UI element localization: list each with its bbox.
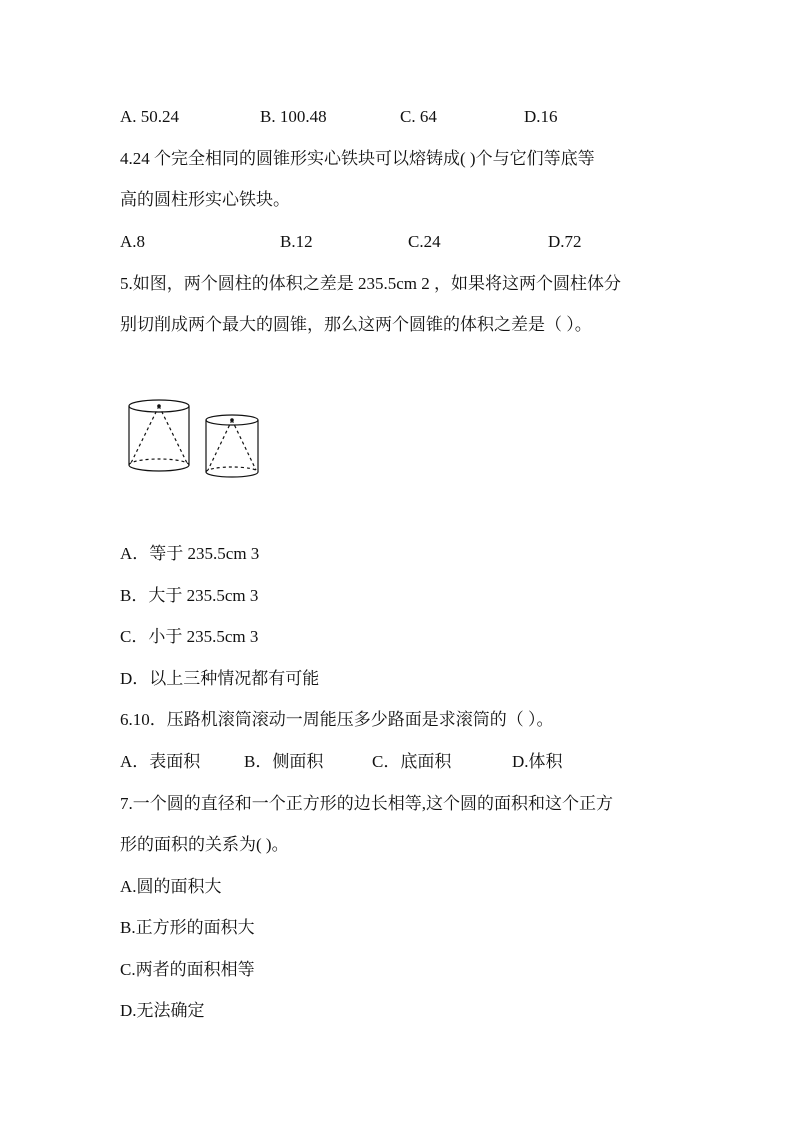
q7-option-c: C.两者的面积相等	[120, 960, 255, 979]
q7-option-a: A.圆的面积大	[120, 877, 222, 896]
q4-stem-line1: 4.24 个完全相同的圆锥形实心铁块可以熔铸成( )个与它们等底等	[120, 149, 595, 168]
q4-option-b: B.12	[280, 232, 313, 251]
q6-option-c: C．底面积	[372, 752, 452, 771]
q6-stem-line1: 6.10．压路机滚筒滚动一周能压多少路面是求滚筒的（ ）。	[120, 710, 554, 729]
q3-option-d: D.16	[524, 107, 558, 126]
q7-option-d: D.无法确定	[120, 1001, 205, 1020]
cylinders-figure	[120, 390, 270, 485]
q4-option-c: C.24	[408, 232, 441, 251]
q7-stem-line1: 7.一个圆的直径和一个正方形的边长相等,这个圆的面积和这个正方	[120, 794, 613, 813]
q5-stem-line2: 别切削成两个最大的圆锥，那么这两个圆锥的体积之差是（ ）。	[120, 315, 592, 334]
q7-stem-line2: 形的面积的关系为( )。	[120, 835, 289, 854]
q5-stem-line1: 5.如图，两个圆柱的体积之差是 235.5cm 2 ，如果将这两个圆柱体分	[120, 274, 622, 293]
large-cylinder	[129, 400, 189, 471]
q6-option-a: A．表面积	[120, 752, 201, 771]
q4-option-d: D.72	[548, 232, 582, 251]
q5-option-a: A．等于 235.5cm 3	[120, 544, 260, 563]
q3-option-b: B. 100.48	[260, 107, 327, 126]
q4-option-a: A.8	[120, 232, 146, 251]
q4-stem-line2: 高的圆柱形实心铁块。	[120, 190, 290, 209]
q5-option-d: D．以上三种情况都有可能	[120, 669, 320, 688]
q3-option-a: A. 50.24	[120, 107, 180, 126]
q6-option-b: B．侧面积	[244, 752, 324, 771]
q3-option-c: C. 64	[400, 107, 437, 126]
q5-option-b: B．大于 235.5cm 3	[120, 586, 259, 605]
q6-option-d: D.体积	[512, 752, 563, 771]
q5-option-c: C．小于 235.5cm 3	[120, 627, 259, 646]
small-cylinder	[206, 415, 258, 477]
q7-option-b: B.正方形的面积大	[120, 918, 255, 937]
